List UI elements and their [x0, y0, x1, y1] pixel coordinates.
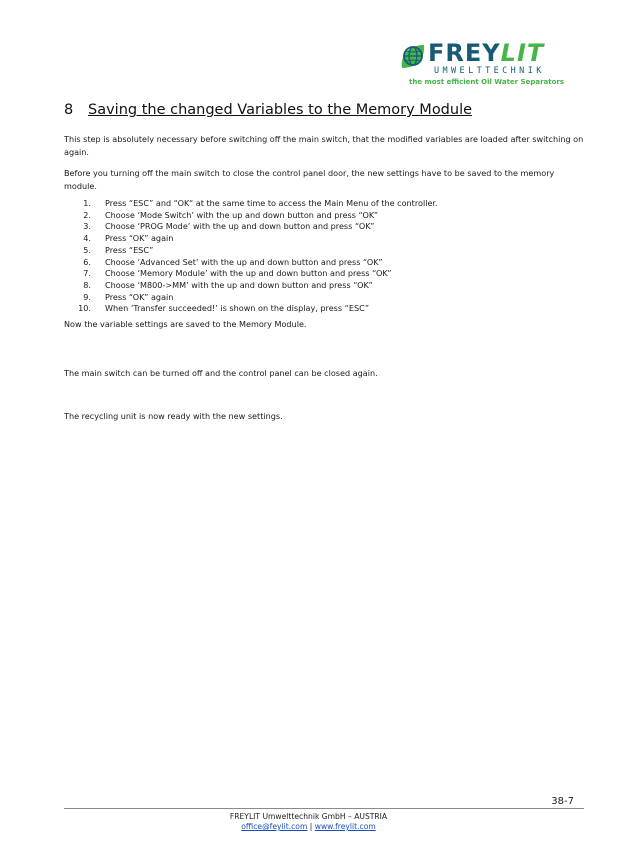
- step-number: 10.: [78, 303, 91, 314]
- list-item: [64, 268, 438, 280]
- footer-divider: [64, 808, 584, 809]
- logo-subtitle: UMWELTTECHNIK: [434, 66, 545, 76]
- footer-company: FREYLIT Umwelttechnik GmbH – AUSTRIA: [229, 812, 388, 821]
- step-number: 5.: [83, 244, 91, 255]
- section-heading: [64, 100, 472, 120]
- logo-tagline: the most efficient Oil Water Separators: [409, 78, 565, 86]
- step-text: Press “ESC”: [105, 244, 154, 255]
- step-number: 1.: [83, 198, 91, 208]
- intro-paragraph: Before you turning off the main switch to close the control panel door, the new settings have to be saved to the memory module.: [64, 168, 555, 191]
- section-title: Saving the changed Variables to the Memory Module: [88, 102, 473, 118]
- list-item: [64, 303, 438, 315]
- page-number: 38-7: [551, 796, 574, 807]
- logo-wordmark: [428, 40, 544, 66]
- step-number: 3.: [83, 221, 91, 232]
- step-text: Choose ‘PROG Mode’ with the up and down button and press “OK”: [105, 221, 375, 232]
- logo-wordmark-lit: LIT: [500, 39, 545, 67]
- list-item: [64, 198, 438, 210]
- list-item: [64, 210, 438, 222]
- footer-contact: [0, 822, 617, 833]
- section-number: 8: [64, 102, 74, 118]
- step-number: 7.: [83, 268, 91, 279]
- step-text: Choose ‘Memory Module’ with the up and down button and press “OK”: [105, 268, 392, 279]
- company-logo: [398, 39, 565, 90]
- step-text: Choose ‘Mode Switch’ with the up and down button and press “OK”: [105, 209, 379, 220]
- list-item: [64, 257, 438, 269]
- step-number: 2.: [83, 209, 91, 220]
- step-number: 6.: [83, 256, 91, 267]
- steps-list: [64, 198, 438, 315]
- email-link[interactable]: office@feylit.com: [241, 822, 308, 831]
- list-item: [64, 233, 438, 245]
- outro-paragraph: The main switch can be turned off and the control panel can be closed again.: [64, 368, 378, 378]
- step-text: Press “OK” again: [105, 233, 174, 244]
- list-item: [64, 221, 438, 233]
- step-number: 9.: [83, 291, 91, 302]
- website-link[interactable]: www.freylit.com: [314, 822, 376, 831]
- list-item: [64, 245, 438, 257]
- step-text: Press “OK” again: [105, 291, 174, 302]
- logo-wordmark-frey: FREY: [428, 39, 501, 67]
- globe-leaf-icon: [398, 42, 428, 72]
- footer-separator: |: [309, 822, 313, 831]
- outro-paragraph: Now the variable settings are saved to the Memory Module.: [64, 319, 307, 329]
- list-item: [64, 280, 438, 292]
- step-text: Press “ESC” and “OK“ at the same time to access the Main Menu of the controller.: [105, 198, 438, 208]
- step-text: Choose ‘Advanced Set’ with the up and down button and press “OK”: [105, 256, 383, 267]
- outro-paragraph: The recycling unit is now ready with the new settings.: [64, 411, 283, 421]
- step-text: When ‘Transfer succeeded!’ is shown on the display, press “ESC”: [105, 303, 370, 314]
- step-number: 8.: [83, 279, 91, 290]
- step-number: 4.: [83, 233, 91, 244]
- step-text: Choose ‘M800->MM’ with the up and down button and press “OK”: [105, 279, 373, 290]
- list-item: [64, 292, 438, 304]
- intro-paragraph: This step is absolutely necessary before switching off the main switch, that the modified variables are loaded after switching on again.: [64, 134, 584, 157]
